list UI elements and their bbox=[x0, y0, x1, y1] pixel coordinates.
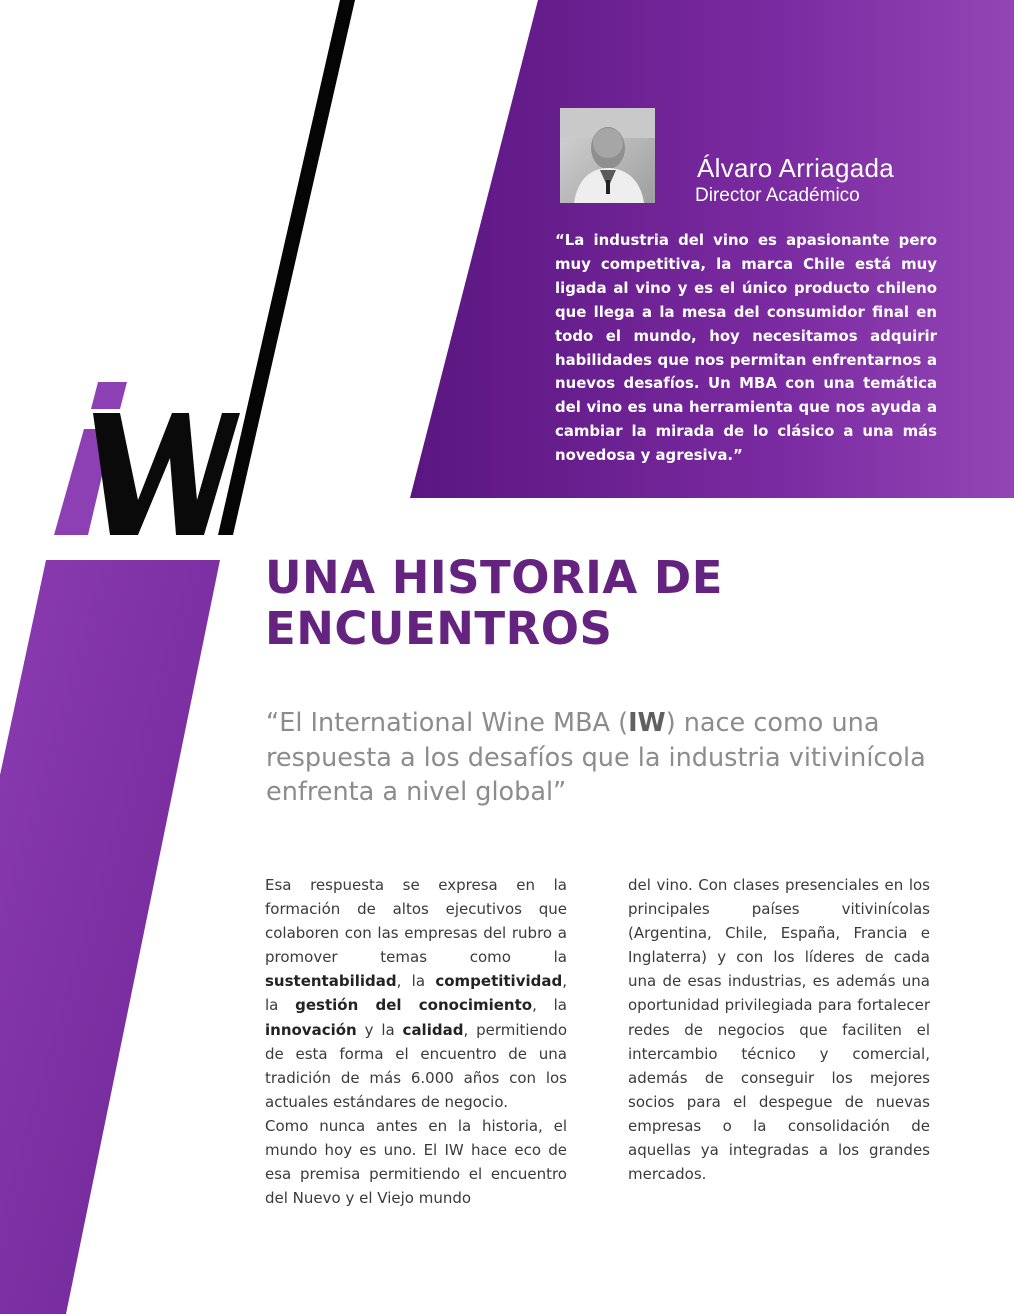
text-run: , la bbox=[265, 972, 567, 1015]
lead-part-1: “El International Wine MBA ( bbox=[266, 708, 629, 738]
logo-w bbox=[93, 413, 240, 535]
page-title bbox=[265, 552, 865, 654]
iw-logo bbox=[54, 382, 240, 538]
text-run: , la bbox=[532, 996, 567, 1015]
keyword-innovacion: innovación bbox=[265, 1020, 357, 1039]
body-column-right bbox=[628, 873, 930, 1186]
lead-quote bbox=[266, 706, 966, 810]
person-photo-icon bbox=[560, 108, 655, 203]
profile-role: Director Académico bbox=[695, 185, 860, 206]
body-paragraph-1 bbox=[265, 873, 567, 1114]
keyword-competitividad: competitividad bbox=[435, 972, 563, 991]
keyword-gestion-conocimiento: gestión del conocimiento bbox=[295, 996, 533, 1015]
profile-name: Álvaro Arriagada bbox=[697, 153, 895, 183]
body-paragraph-2: Como nunca antes en la historia, el mundo hoy es uno. El IW hace eco de esa premisa permitiendo el encuentro del Nuevo y el Viejo mundo bbox=[265, 1116, 567, 1208]
lead-part-2: ) nace como una respuesta a los desafíos que la industria vitivinícola enfrenta a nivel global” bbox=[266, 708, 926, 807]
purple-diagonal-stripe bbox=[0, 560, 220, 1314]
text-run: , permitiendo de esta forma el encuentro de una tradición de más 6.000 años con los actuales estándares de negocio. bbox=[265, 1020, 567, 1111]
keyword-calidad: calidad bbox=[402, 1020, 464, 1039]
logo-i-dot bbox=[91, 382, 127, 409]
keyword-sustentabilidad: sustentabilidad bbox=[265, 972, 397, 991]
portrait-photo bbox=[560, 108, 655, 203]
body-column-left bbox=[265, 873, 567, 1210]
text-run: , la bbox=[396, 972, 436, 991]
testimonial-quote: “La industria del vino es apasionante pero muy competitiva, la marca Chile está muy ligada al vino y es el único producto chileno que llega a la mesa del consumidor final en todo el mundo, hoy necesitamos adquirir habilidades que nos permitan enfrentarnos a nuevos desafíos. Un MBA con una temática del vino es una herramienta que nos ayuda a cambiar la mirada de lo clásico a una más novedosa y agresiva.” bbox=[555, 231, 937, 465]
page-title-line-2: ENCUENTROS bbox=[265, 602, 613, 655]
page-title-line-1: UNA HISTORIA DE bbox=[265, 551, 723, 604]
lead-emphasis: IW bbox=[628, 708, 666, 738]
text-run: y la bbox=[356, 1020, 403, 1039]
body-paragraph-3: del vino. Con clases presenciales en los principales países vitivinícolas (Argentina, Chile, España, Francia e Inglaterra) y con los líderes de cada una de esas industrias, es además una oportunidad privilegiada para fortalecer redes de negocios que faciliten el intercambio técnico y comercial, además de conseguir los mejores socios para el despegue de nuevas empresas o la consolidación de aquellas ya integradas a los grandes mercados. bbox=[628, 876, 930, 1184]
text-run: Esa respuesta se expresa en la formación de altos ejecutivos que colaboren con las empresas del rubro a promover temas como la bbox=[265, 876, 567, 967]
